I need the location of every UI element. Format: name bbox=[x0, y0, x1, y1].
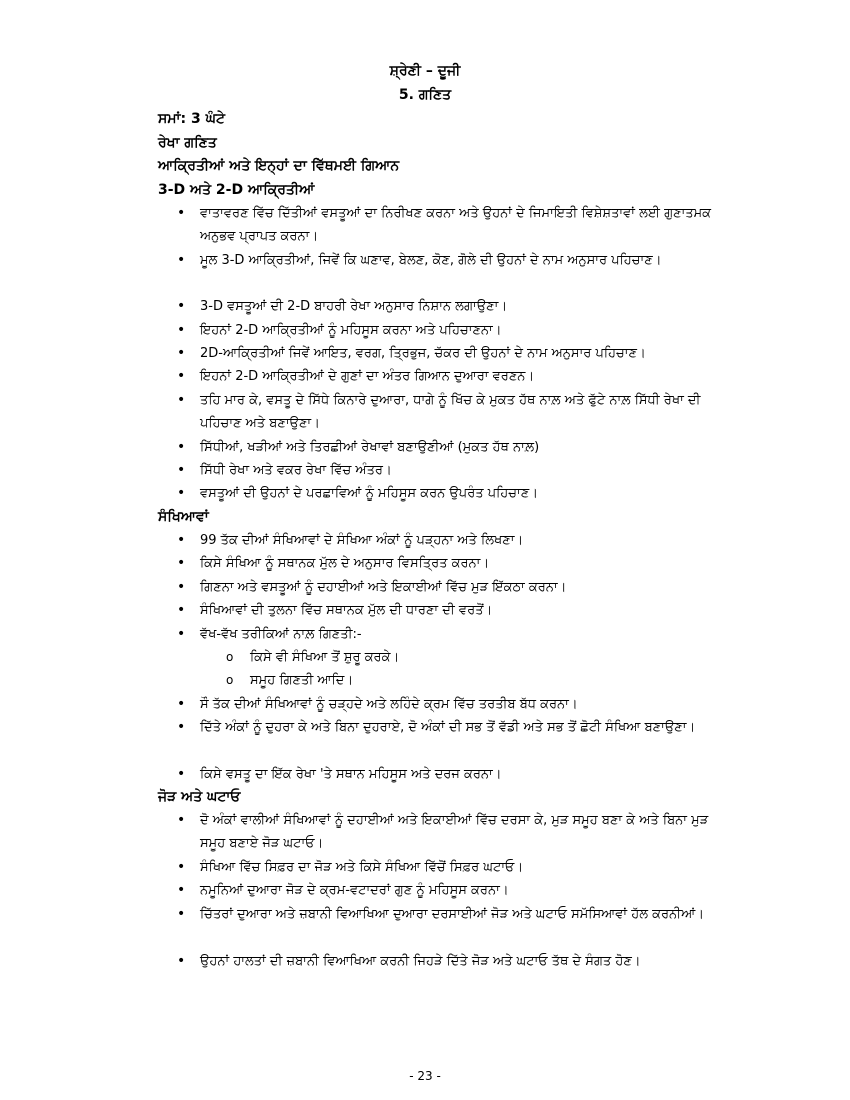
list-item: • ਨਮੂਨਿਆਂ ਦੁਆਰਾ ਜੋੜ ਦੇ ਕ੍ਰਮ-ਵਟਾਦਰਾਂ ਗੁਣ ਨੂੰ ਮਹਿਸੂਸ ਕਰਨਾ। bbox=[200, 879, 720, 902]
list-item: • ਇਹਨਾਂ 2-D ਆਕ੍ਰਿਤੀਆਂ ਦੇ ਗੁਣਾਂ ਦਾ ਅੰਤਰ ਗਿਆਨ ਦੁਆਰਾ ਵਰਣਨ। bbox=[200, 365, 720, 388]
page-number: - 23 - bbox=[409, 1069, 441, 1083]
list-item: • ਸਿੱਧੀਆਂ, ਖੜੀਆਂ ਅਤੇ ਤਿਰਛੀਆਂ ਰੇਖਾਵਾਂ ਬਣਾਉਣੀਆਂ (ਮੁਕਤ ਹੱਥ ਨਾਲ਼) bbox=[200, 436, 720, 459]
list-item: • ਸੌ ਤੱਕ ਦੀਆਂ ਸੰਖਿਆਵਾਂ ਨੂੰ ਚੜ੍ਹਦੇ ਅਤੇ ਲਹਿੰਦੇ ਕ੍ਰਮ ਵਿੱਚ ਤਰਤੀਬ ਬੱਧ ਕਰਨਾ। bbox=[200, 693, 720, 716]
list-item: • ਚਿੱਤਰਾਂ ਦੁਆਰਾ ਅਤੇ ਜ਼ਬਾਨੀ ਵਿਆਖਿਆ ਦੁਆਰਾ ਦਰਸਾਈਆਂ ਜੋੜ ਅਤੇ ਘਟਾਓ ਸਮੱਸਿਆਵਾਂ ਹੱਲ ਕਰਨੀਆਂ। bbox=[200, 903, 720, 926]
list-item: • 99 ਤੱਕ ਦੀਆਂ ਸੰਖਿਆਵਾਂ ਦੇ ਸੰਖਿਆ ਅੰਕਾਂ ਨੂੰ ਪੜ੍ਹਨਾ ਅਤੇ ਲਿਖਣਾ। bbox=[200, 529, 720, 552]
section-title-addition-subtraction: ਜੋੜ ਅਤੇ ਘਟਾਓ bbox=[158, 789, 241, 805]
list-item: • ਦਿੱਤੇ ਅੰਕਾਂ ਨੂੰ ਦੁਹਰਾ ਕੇ ਅਤੇ ਬਿਨਾ ਦੁਹਰਾਏ, ਦੋ ਅੰਕਾਂ ਦੀ ਸਭ ਤੋਂ ਵੱਡੀ ਅਤੇ ਸਭ ਤੋਂ ਛੋਟੀ ਸੰਖਿਆ ਬਣਾਉਣਾ। bbox=[200, 716, 720, 739]
list-item: • ਗਿਣਨਾ ਅਤੇ ਵਸਤੂਆਂ ਨੂੰ ਦਹਾਈਆਂ ਅਤੇ ਇਕਾਈਆਂ ਵਿੱਚ ਮੁੜ ਇੱਕਠਾ ਕਰਨਾ। bbox=[200, 576, 720, 599]
class-title: ਸ਼੍ਰੇਣੀ – ਦੂਜੀ bbox=[389, 63, 461, 79]
list-item: • ਉਹਨਾਂ ਹਾਲਤਾਂ ਦੀ ਜ਼ਬਾਨੀ ਵਿਆਖਿਆ ਕਰਨੀ ਜਿਹੜੇ ਦਿੱਤੇ ਜੋੜ ਅਤੇ ਘਟਾਓ ਤੱਥ ਦੇ ਸੰਗਤ ਹੋਣ। bbox=[200, 950, 720, 973]
section-title-numbers: ਸੰਖਿਆਵਾਂ bbox=[158, 509, 209, 525]
list-item: • ਦੋ ਅੰਕਾਂ ਵਾਲੀਆਂ ਸੰਖਿਆਵਾਂ ਨੂੰ ਦਹਾਈਆਂ ਅਤੇ ਇਕਾਈਆਂ ਵਿੱਚ ਦਰਸਾ ਕੇ, ਮੁੜ ਸਮੂਹ ਬਣਾ ਕੇ ਅਤੇ ਬਿਨਾ ਮੁੜ ਸਮੂਹ ਬਣਾਏ ਜੋੜ ਘਟਾਓ। bbox=[200, 809, 720, 855]
sub-list-item: o ਕਿਸੇ ਵੀ ਸੰਖਿਆ ਤੋਂ ਸ਼ੁਰੂ ਕਰਕੇ। bbox=[250, 646, 399, 669]
list-item: • ਇਹਨਾਂ 2-D ਆਕ੍ਰਿਤੀਆਂ ਨੂੰ ਮਹਿਸੂਸ ਕਰਨਾ ਅਤੇ ਪਹਿਚਾਣਨਾ। bbox=[200, 319, 720, 342]
list-item: • ਕਿਸੇ ਵਸਤੂ ਦਾ ਇੱਕ ਰੇਖਾ 'ਤੇ ਸਥਾਨ ਮਹਿਸੂਸ ਅਤੇ ਦਰਜ ਕਰਨਾ। bbox=[200, 763, 720, 786]
time-allotment: ਸਮਾਂ: 3 ਘੰਟੇ bbox=[158, 111, 225, 127]
topic-heading: ਰੇਖਾ ਗਣਿਤ bbox=[158, 135, 217, 151]
section-title-shapes: 3-D ਅਤੇ 2-D ਆਕ੍ਰਿਤੀਆਂ bbox=[158, 182, 315, 198]
list-item: • ਮੂਲ 3-D ਆਕ੍ਰਿਤੀਆਂ, ਜਿਵੇਂ ਕਿ ਘਣਾਵ, ਬੇਲਣ, ਕੋਣ, ਗੋਲੇ ਦੀ ਉਹਨਾਂ ਦੇ ਨਾਮ ਅਨੁਸਾਰ ਪਹਿਚਾਣ। bbox=[200, 249, 720, 272]
list-item: • ਸੰਖਿਆਵਾਂ ਦੀ ਤੁਲਨਾ ਵਿੱਚ ਸਥਾਨਕ ਮੁੱਲ ਦੀ ਧਾਰਣਾ ਦੀ ਵਰਤੋਂ। bbox=[200, 599, 720, 622]
subject-title: 5. ਗਣਿਤ bbox=[398, 87, 452, 103]
list-item: • ਸੰਖਿਆ ਵਿੱਚ ਸਿਫ਼ਰ ਦਾ ਜੋੜ ਅਤੇ ਕਿਸੇ ਸੰਖਿਆ ਵਿੱਚੋਂ ਸਿਫ਼ਰ ਘਟਾਓ। bbox=[200, 856, 720, 879]
list-item: • ਕਿਸੇ ਸੰਖਿਆ ਨੂੰ ਸਥਾਨਕ ਮੁੱਲ ਦੇ ਅਨੁਸਾਰ ਵਿਸਤ੍ਰਿਤ ਕਰਨਾ। bbox=[200, 552, 720, 575]
subtopic-heading: ਆਕ੍ਰਿਤੀਆਂ ਅਤੇ ਇਨ੍ਹਾਂ ਦਾ ਵਿੱਥਮਈ ਗਿਆਨ bbox=[158, 158, 400, 174]
list-item: • ਵੱਖ-ਵੱਖ ਤਰੀਕਿਆਂ ਨਾਲ਼ ਗਿਣਤੀ:- bbox=[200, 623, 720, 646]
list-item: • ਵਾਤਾਵਰਣ ਵਿੱਚ ਦਿੱਤੀਆਂ ਵਸਤੂਆਂ ਦਾ ਨਿਰੀਖਣ ਕਰਨਾ ਅਤੇ ਉਹਨਾਂ ਦੇ ਜਿਮਾਇਤੀ ਵਿਸ਼ੇਸ਼ਤਾਵਾਂ ਲਈ ਗੁਣਾਤਮਕ ਅਨੁਭਵ ਪ੍ਰਾਪਤ ਕਰਨਾ। bbox=[200, 202, 720, 248]
sub-list-item: o ਸਮੂਹ ਗਿਣਤੀ ਆਦਿ। bbox=[250, 669, 353, 692]
list-item: • 2D-ਆਕ੍ਰਿਤੀਆਂ ਜਿਵੇਂ ਆਇਤ, ਵਰਗ, ਤ੍ਰਿਭੁਜ, ਚੱਕਰ ਦੀ ਉਹਨਾਂ ਦੇ ਨਾਮ ਅਨੁਸਾਰ ਪਹਿਚਾਣ। bbox=[200, 342, 720, 365]
list-item: • 3-D ਵਸਤੂਆਂ ਦੀ 2-D ਬਾਹਰੀ ਰੇਖਾ ਅਨੁਸਾਰ ਨਿਸ਼ਾਨ ਲਗਾਉਣਾ। bbox=[200, 295, 720, 318]
list-item: • ਸਿੱਧੀ ਰੇਖਾ ਅਤੇ ਵਕਰ ਰੇਖਾ ਵਿੱਚ ਅੰਤਰ। bbox=[200, 459, 720, 482]
list-item: • ਤਹਿ ਮਾਰ ਕੇ, ਵਸਤੂ ਦੇ ਸਿੱਧੇ ਕਿਨਾਰੇ ਦੁਆਰਾ, ਧਾਗੇ ਨੂੰ ਖਿੱਚ ਕੇ ਮੁਕਤ ਹੱਥ ਨਾਲ਼ ਅਤੇ ਫੁੱਟੇ ਨਾਲ਼ ਸਿੱਧੀ ਰੇਖਾ ਦੀ ਪਹਿਚਾਣ ਅਤੇ ਬਣਾਉਣਾ। bbox=[200, 389, 720, 435]
list-item: • ਵਸਤੂਆਂ ਦੀ ਉਹਨਾਂ ਦੇ ਪਰਛਾਵਿਆਂ ਨੂੰ ਮਹਿਸੂਸ ਕਰਨ ਉਪਰੰਤ ਪਹਿਚਾਣ। bbox=[200, 482, 720, 505]
